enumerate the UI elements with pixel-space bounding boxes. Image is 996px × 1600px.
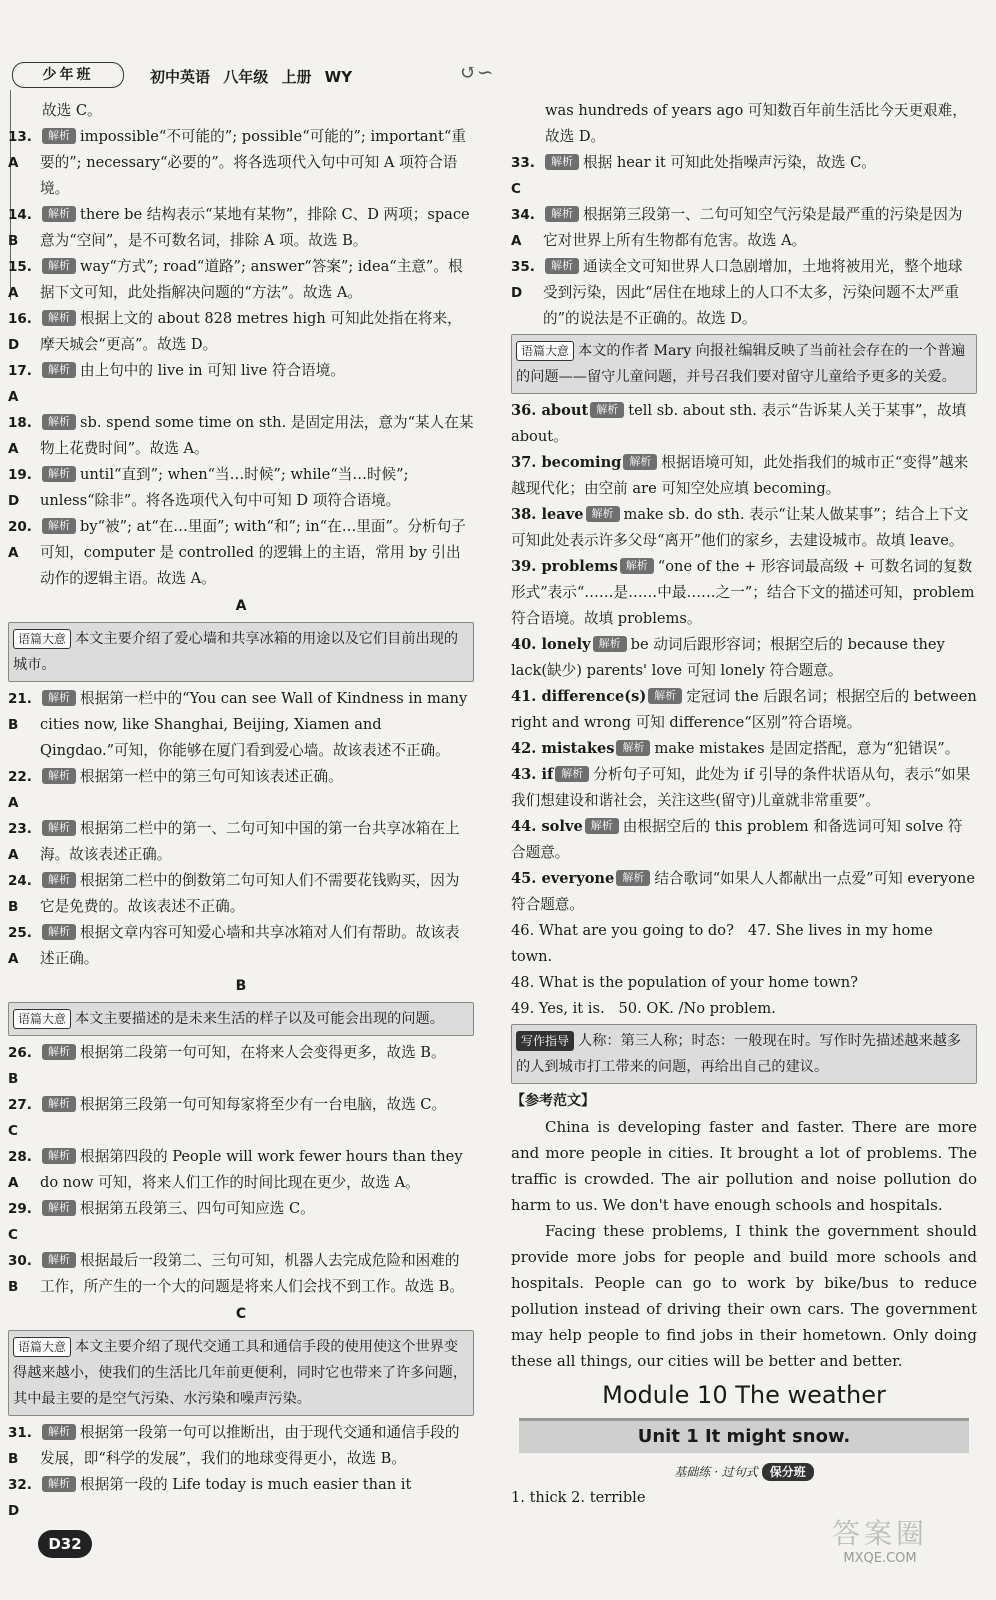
answer-explanation: 根据文章内容可知爱心墙和共享冰箱对人们有帮助。故该表述正确。 (40, 924, 460, 967)
answer-number: 40. lonely (511, 636, 591, 653)
answer-explanation: make sb. do sth. 表示“让某人做某事”；结合上下文可知此处表示许多父母“离开”他们的家乡，去建设城市。故填 leave。 (511, 506, 969, 549)
answer-number: 31. B (8, 1425, 32, 1467)
answer-item (511, 450, 977, 502)
answer-explanation: 根据 hear it 可知此处指噪声污染，故选 C。 (583, 154, 876, 171)
answer-explanation: way“方式”; road“道路”; answer“答案”; idea“主意”。根据下文可知，此处指解决问题的“方法”。故选 A。 (40, 258, 463, 301)
answer-50: 50. OK. /No problem. (618, 1000, 776, 1017)
answer-item (8, 1420, 474, 1472)
answer-number: 33. C (511, 155, 535, 197)
analysis-tag: 解析 (616, 870, 650, 886)
answer-number: 29. C (8, 1201, 32, 1243)
answer-explanation: 根据第一段的 Life today is much easier than it (80, 1476, 412, 1493)
analysis-tag: 解析 (620, 558, 654, 574)
analysis-tag: 解析 (42, 310, 76, 326)
summary-text: 本文主要介绍了现代交通工具和通信手段的使用使这个世界变得越来越小，使我们的生活比几年前更便利，同时它也带来了许多问题，其中最主要的是空气污染、水污染和噪声污染。 (13, 1339, 468, 1407)
answer-item (8, 764, 474, 816)
exercise-level-bar (511, 1459, 977, 1485)
answer-number: 34. A (511, 207, 535, 249)
passage-summary-box (511, 334, 977, 394)
answer-explanation: 根据最后一段第二、三句可知，机器人去完成危险和困难的工作，所产生的一个大的问题是将来人们会找不到工作。故选 B。 (40, 1252, 464, 1295)
answer-item (8, 254, 474, 306)
answer-49: 49. Yes, it is. (511, 1000, 605, 1017)
analysis-tag: 解析 (42, 518, 76, 534)
answer-explanation: by“被”; at“在…里面”; with“和”; in“在…里面”。分析句子可知，computer 是 controlled 的逻辑上的主语，常用 by 引出动作的逻辑主语。故选 A。 (40, 518, 466, 587)
passage-summary-box (8, 1330, 474, 1416)
answer-item (511, 554, 977, 632)
answer-item (511, 762, 977, 814)
answer-explanation: 根据第五段第三、四句可知应选 C。 (80, 1200, 315, 1217)
analysis-tag: 解析 (42, 872, 76, 888)
writing-tag: 写作指导 (516, 1031, 574, 1051)
answer-explanation: 结合歌词“如果人人都献出一点爱”可知 everyone 符合题意。 (511, 870, 975, 913)
answer-explanation: 根据语境可知，此处指我们的城市正“变得”越来越现代化；由空前 are 可知空处应填 becoming。 (511, 454, 969, 497)
reference-essay-title: 【参考范文】 (511, 1093, 595, 1109)
answer-item (8, 920, 474, 972)
answer-number: 30. B (8, 1253, 32, 1295)
analysis-tag: 解析 (42, 206, 76, 222)
answer-explanation: 根据第一栏中的“You can see Wall of Kindness in many cities now, like Shanghai, Beijing, Xiamen and Qingdao.”可知，你能够在厦门看到爱心墙。故该表述不正确。 (40, 690, 468, 759)
answer-explanation: “one of the + 形容词最高级 + 可数名词的复数形式”表示“……是……中最……之一”；结合下文的描述可知，problem 符合语境。故填 problems。 (511, 558, 975, 627)
answer-item (8, 1196, 474, 1248)
page-number: D32 (38, 1530, 92, 1558)
analysis-tag: 解析 (545, 154, 579, 170)
answer-item (8, 868, 474, 920)
left-column (8, 98, 474, 1524)
answer-item (511, 254, 977, 332)
analysis-tag: 解析 (42, 1476, 76, 1492)
answer-explanation: impossible“不可能的”; possible“可能的”; important“重要的”; necessary“必要的”。将各选项代入句中可知 A 项符合语境。 (40, 128, 466, 197)
answer-item (511, 684, 977, 736)
answer-number: 42. mistakes (511, 740, 615, 757)
answer-explanation: tell sb. about sth. 表示“告诉某人关于某事”，故填 about。 (511, 402, 967, 445)
answer-number: 43. if (511, 766, 554, 783)
answer-number: 17. A (8, 363, 32, 405)
brand-logo: 少年班 (12, 62, 124, 88)
summary-text: 本文主要介绍了爱心墙和共享冰箱的用途以及它们目前出现的城市。 (13, 631, 459, 673)
analysis-tag: 解析 (42, 690, 76, 706)
analysis-tag: 解析 (42, 128, 76, 144)
answer-number: 21. B (8, 691, 32, 733)
watermark-logo: 答案圈 (832, 1517, 929, 1550)
answer-item (8, 1248, 474, 1300)
analysis-tag: 解析 (623, 454, 657, 470)
answer-continuation: was hundreds of years ago 可知数百年前生活比今天更艰难，故选 D。 (545, 102, 967, 145)
answer-explanation: 根据上文的 about 828 metres high 可知此处指在将来，摩天城会“更高”。故选 D。 (40, 310, 462, 353)
answer-explanation: make mistakes 是固定搭配，意为“犯错误”。 (654, 740, 960, 757)
answer-number: 36. about (511, 402, 589, 419)
answer-explanation: until“直到”; when“当…时候”; while“当…时候”; unless“除非”。将各选项代入句中可知 D 项符合语境。 (40, 466, 409, 509)
answer-explanation: 根据第三段第一句可知每家将至少有一台电脑，故选 C。 (80, 1096, 447, 1113)
exercise-answers: 1. thick 2. terrible (511, 1489, 646, 1506)
module-heading: Module 10 The weather (602, 1381, 886, 1409)
summary-text: 本文的作者 Mary 向报社编辑反映了当前社会存在的一个普遍的问题——留守儿童问题，并号召我们要对留守儿童给予更多的关爱。 (516, 343, 966, 385)
right-column (511, 98, 977, 1511)
answer-48: 48. What is the population of your home town? (511, 974, 858, 991)
answer-item (8, 1040, 474, 1092)
answer-explanation: 根据第二段第一句可知，在将来人会变得更多，故选 B。 (80, 1044, 446, 1061)
answer-number: 18. A (8, 415, 32, 457)
analysis-tag: 解析 (42, 1252, 76, 1268)
answer-item (8, 202, 474, 254)
section-letter: B (235, 978, 247, 994)
answer-explanation: 由根据空后的 this problem 和备选词可知 solve 符合题意。 (511, 818, 963, 861)
answer-number: 45. everyone (511, 870, 615, 887)
answer-item (8, 306, 474, 358)
answer-number: 38. leave (511, 506, 584, 523)
book-title: 初中英语 八年级 上册 WY (150, 68, 353, 86)
answer-explanation: 分析句子可知，此处为 if 引导的条件状语从句，表示“如果我们想建设和谐社会，关注这些(留守)儿童就非常重要”。 (511, 766, 971, 809)
answer-number: 15. A (8, 259, 32, 301)
answer-item (8, 462, 474, 514)
analysis-tag: 解析 (42, 258, 76, 274)
answer-number: 19. D (8, 467, 32, 509)
answer-line (511, 996, 977, 1022)
passage-summary-box (8, 622, 474, 682)
answer-number: 37. becoming (511, 454, 622, 471)
answer-explanation: 根据第二栏中的倒数第二句可知人们不需要花钱购买，因为它是免费的。故该表述不正确。 (40, 872, 460, 915)
answer-explanation: 通读全文可知世界人口急剧增加，土地将被用光，整个地球受到污染，因此“居住在地球上的人口不太多，污染问题不太严重的”的说法是不正确的。故选 D。 (543, 258, 963, 327)
answer-46: 46. What are you going to do? (511, 922, 734, 939)
answer-item (8, 1092, 474, 1144)
summary-tag: 语篇大意 (13, 1337, 71, 1357)
analysis-tag: 解析 (42, 414, 76, 430)
analysis-tag: 解析 (42, 1148, 76, 1164)
answer-explanation: 根据第四段的 People will work fewer hours than they do now 可知，将来人们工作的时间比现在更少，故选 A。 (40, 1148, 463, 1191)
answer-item (511, 150, 977, 202)
answer-47: 47. She lives in my home town. (511, 922, 933, 965)
answer-item (511, 202, 977, 254)
answer-explanation: 定冠词 the 后跟名词；根据空后的 between right and wrong 可知 difference“区别”符合语境。 (511, 688, 977, 731)
section-letter: C (235, 1306, 247, 1322)
analysis-tag: 解析 (42, 924, 76, 940)
answer-number: 27. C (8, 1097, 32, 1139)
summary-tag: 语篇大意 (516, 341, 574, 361)
answer-number: 26. B (8, 1045, 32, 1087)
analysis-tag: 解析 (586, 506, 620, 522)
answer-explanation: there be 结构表示“某地有某物”，排除 C、D 两项；space 意为“空间”，是不可数名词，排除 A 项。故选 B。 (40, 206, 470, 249)
answer-explanation: 根据第一段第一句可以推断出，由于现代交通和通信手段的发展，即“科学的发展”，我们的地球变得更小，故选 B。 (40, 1424, 460, 1467)
answer-item (511, 814, 977, 866)
passage-summary-box (8, 1002, 474, 1036)
analysis-tag: 解析 (42, 466, 76, 482)
answer-number: 39. problems (511, 558, 618, 575)
answer-item (511, 502, 977, 554)
page-header (0, 0, 996, 96)
answer-number: 24. B (8, 873, 32, 915)
analysis-tag: 解析 (590, 402, 624, 418)
site-watermark (832, 1518, 928, 1568)
decorative-swirl-icon: ↺∽ (460, 60, 494, 84)
analysis-tag: 解析 (555, 766, 589, 782)
writing-guide-text: 人称：第三人称；时态：一般现在时。写作时先描述越来越多的人到城市打工带来的问题，再给出自己的建议。 (516, 1033, 962, 1075)
reference-essay (511, 1114, 977, 1374)
answer-item (8, 358, 474, 410)
answer-number: 13. A (8, 129, 32, 171)
answer-item (8, 1144, 474, 1196)
answer-number: 23. A (8, 821, 32, 863)
answer-explanation: be 动词后跟形容词；根据空后的 because they lack(缺少) parents' love 可知 lonely 符合题意。 (511, 636, 945, 679)
section-letter: A (235, 598, 247, 614)
summary-tag: 语篇大意 (13, 1009, 71, 1029)
answer-line (511, 918, 977, 970)
answer-item (8, 686, 474, 764)
answer-item (8, 124, 474, 202)
answer-number: 14. B (8, 207, 32, 249)
answer-number: 32. D (8, 1477, 32, 1519)
answer-number: 28. A (8, 1149, 32, 1191)
answer-explanation: sb. spend some time on sth. 是固定用法，意为“某人在某物上花费时间”。故选 A。 (40, 414, 474, 457)
answer-item (8, 410, 474, 462)
answer-number: 35. D (511, 259, 535, 301)
answer-item (511, 866, 977, 918)
answer-item (511, 398, 977, 450)
level-badge: 保分班 (762, 1463, 814, 1481)
summary-tag: 语篇大意 (13, 629, 71, 649)
analysis-tag: 解析 (585, 818, 619, 834)
answer-item (8, 816, 474, 868)
answer-explanation: 根据第一栏中的第三句可知该表述正确。 (80, 768, 343, 785)
analysis-tag: 解析 (42, 1424, 76, 1440)
answer-number: 20. A (8, 519, 32, 561)
answer-number: 41. difference(s) (511, 688, 647, 705)
answer-continuation: 故选 C。 (42, 102, 102, 119)
analysis-tag: 解析 (42, 768, 76, 784)
exercise-label: 基础练 · 过句式 (674, 1465, 758, 1479)
writing-guide-box (511, 1024, 977, 1084)
analysis-tag: 解析 (648, 688, 682, 704)
answer-explanation: 根据第二栏中的第一、二句可知中国的第一台共享冰箱在上海。故该表述正确。 (40, 820, 460, 863)
analysis-tag: 解析 (593, 636, 627, 652)
analysis-tag: 解析 (545, 206, 579, 222)
answer-number: 16. D (8, 311, 32, 353)
analysis-tag: 解析 (42, 1096, 76, 1112)
answer-item (511, 736, 977, 762)
answer-item (511, 632, 977, 684)
answer-number: 44. solve (511, 818, 583, 835)
analysis-tag: 解析 (545, 258, 579, 274)
answer-explanation: 由上句中的 live in 可知 live 符合语境。 (80, 362, 345, 379)
analysis-tag: 解析 (42, 362, 76, 378)
summary-text: 本文主要描述的是未来生活的样子以及可能会出现的问题。 (75, 1011, 444, 1027)
essay-paragraph: Facing these problems, I think the government should provide more jobs for people and build more schools and hospitals. People can go to work by bike/bus to reduce pollution instead of driving their own cars. The government may help people to find jobs in their hometown. Only doing these all things, our cities will be better and better. (511, 1222, 977, 1370)
answer-number: 25. A (8, 925, 32, 967)
answer-explanation: 根据第三段第一、二句可知空气污染是最严重的污染是因为它对世界上所有生物都有危害。故选 A。 (543, 206, 963, 249)
analysis-tag: 解析 (616, 740, 650, 756)
essay-paragraph: China is developing faster and faster. There are more and more people in cities. It brought a lot of problems. The traffic is crowded. The air pollution and noise pollution do harm to us. We don't have enough schools and hospitals. (511, 1118, 977, 1214)
unit-heading: Unit 1 It might snow. (519, 1418, 969, 1453)
analysis-tag: 解析 (42, 1200, 76, 1216)
watermark-url: MXQE.COM (843, 1551, 917, 1566)
answer-item (8, 1472, 474, 1524)
analysis-tag: 解析 (42, 820, 76, 836)
answer-item (8, 514, 474, 592)
analysis-tag: 解析 (42, 1044, 76, 1060)
answer-number: 22. A (8, 769, 32, 811)
